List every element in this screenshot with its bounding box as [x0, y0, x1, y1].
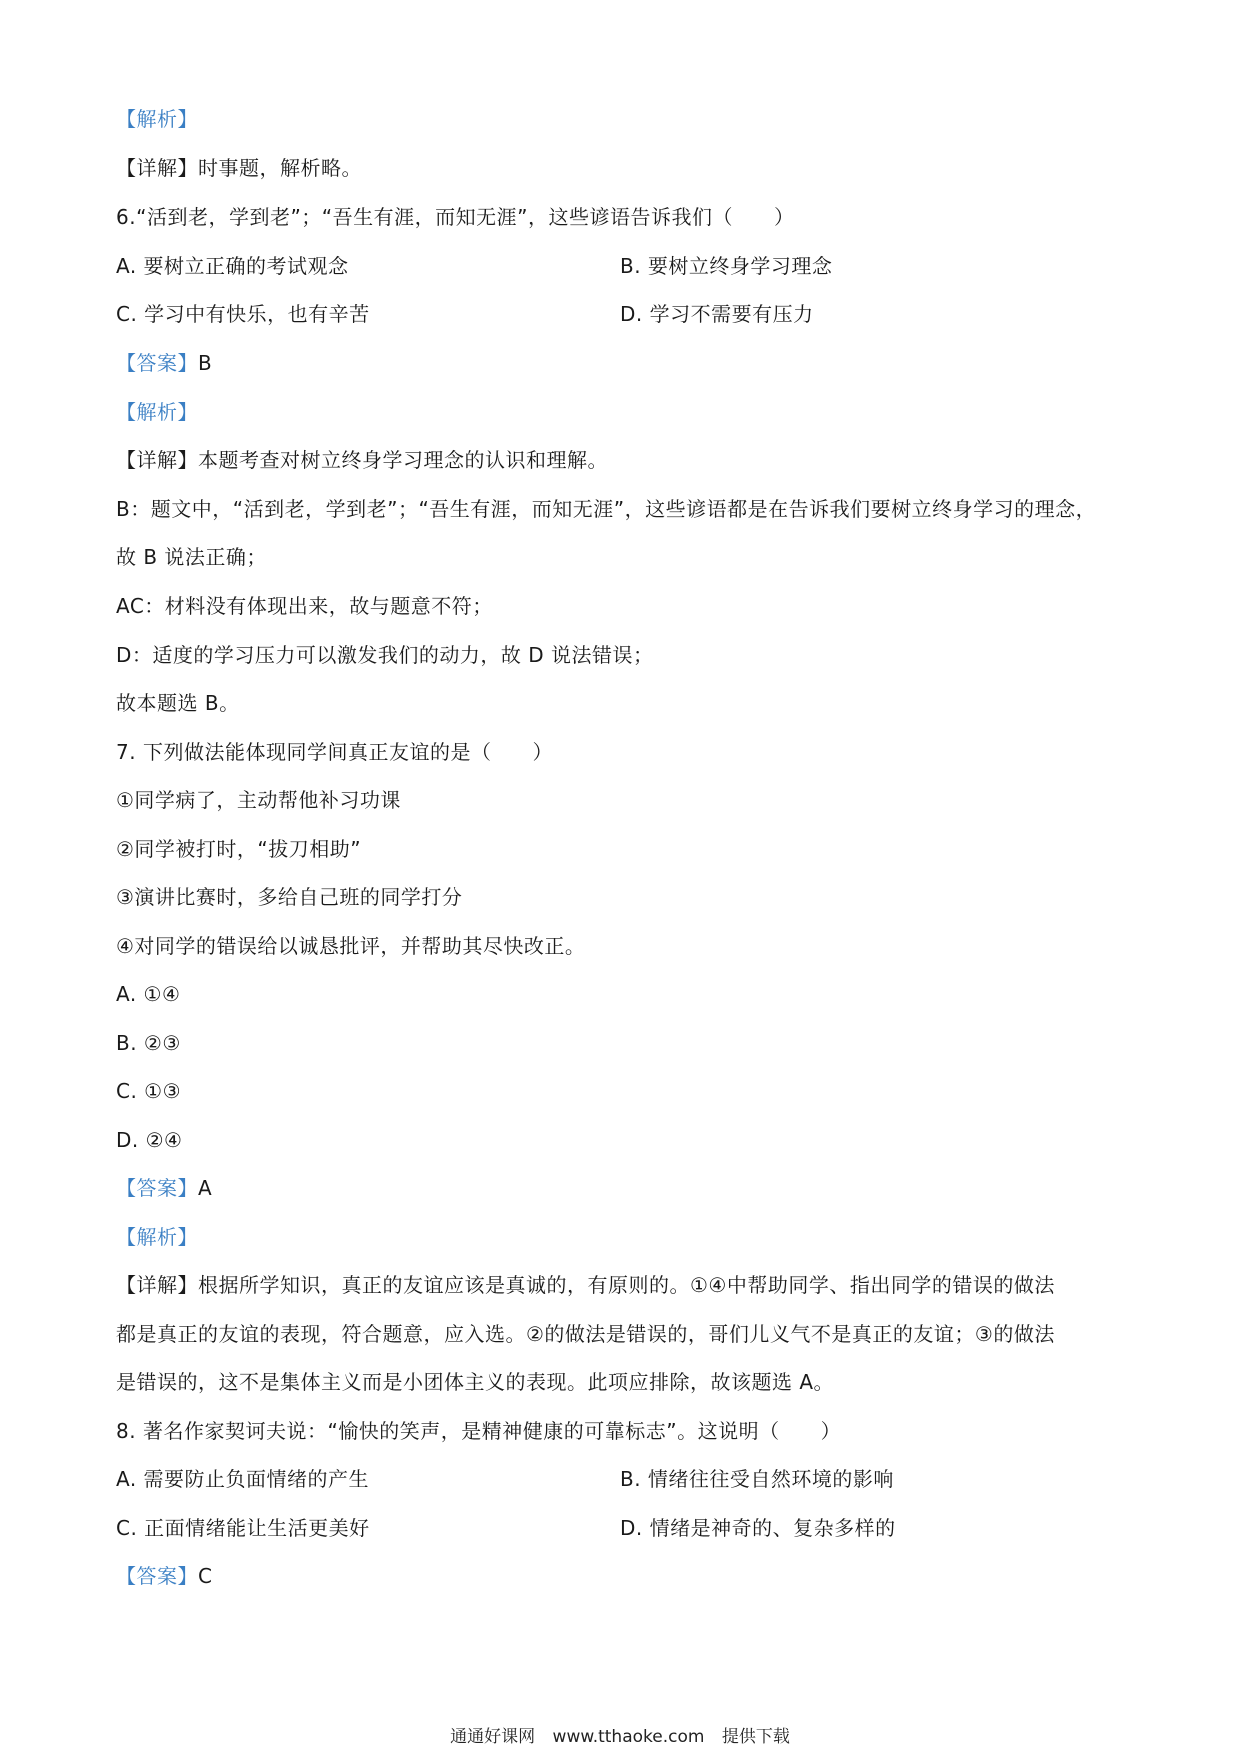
- answer-label: 【答案】: [116, 1564, 198, 1588]
- question-7: 7. 下列做法能体现同学间真正友谊的是（ ）: [116, 740, 553, 764]
- analysis-heading: 【解析】: [116, 400, 198, 424]
- page-footer: [0, 1726, 1240, 1748]
- q8-option-a: A. 需要防止负面情绪的产生: [116, 1467, 370, 1491]
- q7-answer: [116, 1175, 212, 1201]
- detail-text: 【详解】本题考查对树立终身学习理念的认识和理解。: [116, 448, 608, 472]
- analysis-heading: 【解析】: [116, 1225, 198, 1249]
- footer-site-name: 通通好课网: [450, 1727, 536, 1747]
- detail-text: 都是真正的友谊的表现，符合题意，应入选。②的做法是错误的，哥们儿义气不是真正的友谊；③的做法: [116, 1322, 1055, 1346]
- q6-answer: [116, 350, 212, 376]
- q6-option-c: C. 学习中有快乐，也有辛苦: [116, 302, 370, 326]
- q6-option-b: B. 要树立终身学习理念: [620, 254, 833, 278]
- q8-option-b: B. 情绪往往受自然环境的影响: [620, 1467, 894, 1491]
- q7-statement: ④对同学的错误给以诚恳批评，并帮助其尽快改正。: [116, 934, 586, 958]
- q7-option-c: C. ①③: [116, 1079, 182, 1103]
- answer-label: 【答案】: [116, 351, 198, 375]
- detail-text: 故 B 说法正确；: [116, 545, 267, 569]
- footer-note: 提供下载: [721, 1727, 790, 1747]
- answer-value: C: [198, 1564, 213, 1588]
- q7-statement: ①同学病了，主动帮他补习功课: [116, 788, 401, 812]
- question-8: 8. 著名作家契诃夫说：“愉快的笑声，是精神健康的可靠标志”。这说明（ ）: [116, 1419, 842, 1443]
- detail-text: D：适度的学习压力可以激发我们的动力，故 D 说法错误；: [116, 643, 654, 667]
- detail-text: 故本题选 B。: [116, 691, 240, 715]
- q8-answer: [116, 1563, 212, 1589]
- q7-option-a: A. ①④: [116, 982, 181, 1006]
- q7-statement: ③演讲比赛时，多给自己班的同学打分: [116, 885, 463, 909]
- answer-value: A: [198, 1176, 213, 1200]
- detail-text: 【详解】根据所学知识，真正的友谊应该是真诚的，有原则的。①④中帮助同学、指出同学的错误的做法: [116, 1273, 1055, 1297]
- footer-url[interactable]: www.tthaoke.com: [552, 1727, 705, 1747]
- q7-option-d: D. ②④: [116, 1128, 183, 1152]
- q6-option-a: A. 要树立正确的考试观念: [116, 254, 349, 278]
- detail-text: 【详解】时事题，解析略。: [116, 156, 362, 180]
- detail-text: B：题文中，“活到老，学到老”；“吾生有涯，而知无涯”，这些谚语都是在告诉我们要树立终身学习的理念，: [116, 497, 1097, 521]
- q6-option-d: D. 学习不需要有压力: [620, 302, 814, 326]
- detail-text: 是错误的，这不是集体主义而是小团体主义的表现。此项应排除，故该题选 A。: [116, 1370, 835, 1394]
- q7-statement: ②同学被打时，“拔刀相助”: [116, 837, 362, 861]
- detail-text: AC：材料没有体现出来，故与题意不符；: [116, 594, 493, 618]
- answer-value: B: [198, 351, 213, 375]
- q8-option-d: D. 情绪是神奇的、复杂多样的: [620, 1516, 896, 1540]
- q8-option-c: C. 正面情绪能让生活更美好: [116, 1516, 370, 1540]
- q7-option-b: B. ②③: [116, 1031, 181, 1055]
- analysis-heading: 【解析】: [116, 107, 198, 131]
- answer-label: 【答案】: [116, 1176, 198, 1200]
- question-6: 6.“活到老，学到老”；“吾生有涯，而知无涯”，这些谚语告诉我们（ ）: [116, 205, 795, 229]
